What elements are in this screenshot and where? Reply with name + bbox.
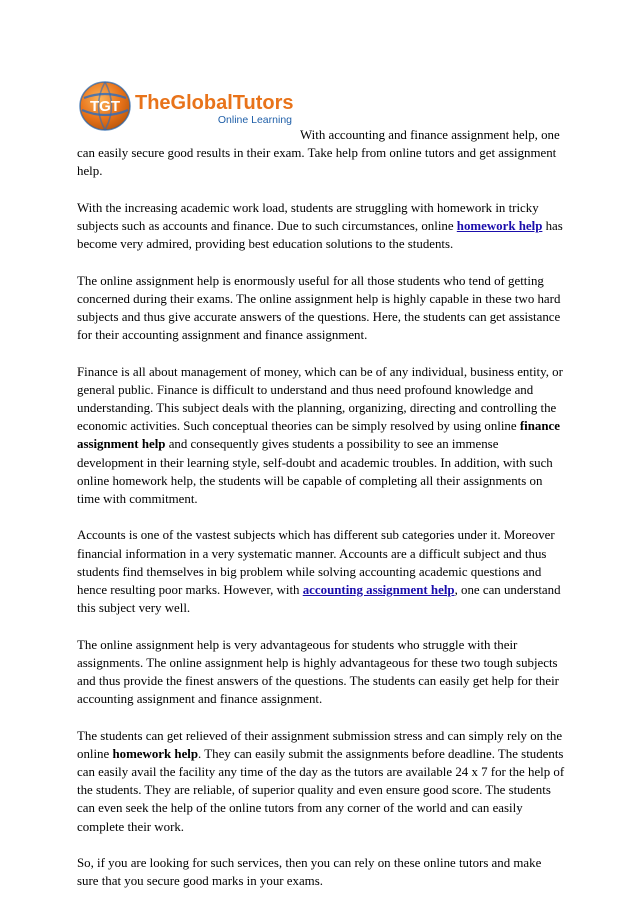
logo-mark: TGT <box>90 98 120 115</box>
paragraph-accounts <box>77 526 565 617</box>
paragraph-finance <box>77 363 565 509</box>
relief-text-before: The students can get relieved of their assignment submission stress and can simply rely on the online <box>77 728 563 761</box>
logo-tagline: Online Learning <box>217 114 292 126</box>
workload-text-after: has become very admired, providing best education solutions to the students. <box>77 219 563 252</box>
paragraph-closing: So, if you are looking for such services, then you can rely on these online tutors and make sure that you secure good marks in your exams. <box>77 856 542 889</box>
logo-brand: TheGlobalTutors <box>135 92 294 114</box>
homework-help-link[interactable]: homework help <box>456 219 543 233</box>
globe-icon <box>80 82 130 130</box>
paragraph-workload <box>77 199 565 254</box>
theglobaltutors-logo <box>78 80 298 132</box>
finance-text-before: Finance is all about management of money, which can be of any individual, business entity, or general public. Finance is difficult to understand and thus need profound knowledge and understanding. This subject deals with the planning, organizing, directing and controlling the economic activities. Such conceptual theories can be simply resolved by using online <box>77 364 563 434</box>
paragraph-relief <box>77 727 565 836</box>
accounts-text-before: Accounts is one of the vastest subjects which has different sub categories under it. Moreover financial information in a very systematic manner. Accounts are a difficult subject and thus students find themselves in big problem while solving accounting academic questions and hence resulting poor marks. However, with <box>77 528 555 598</box>
paragraph-exam-help: The online assignment help is enormously useful for all those students who tend of getting concerned during their exams. The online assignment help is highly capable in these two hard subjects and thus give accurate answers of the questions. Here, the students can get assistance for their accounting assignment and finance assignment. <box>77 273 561 343</box>
finance-text-after: and consequently gives students a possibility to see an immense development in their learning style, self-doubt and academic troubles. In addition, with such online homework help, the students will be capable of completing all their assignments on time with commitment. <box>77 437 553 507</box>
relief-text-after: . They can easily submit the assignments before deadline. The students can easily avail the facility any time of the day as the tutors are available 24 x 7 for the help of the students. They are reliable, of superior quality and even ensure good score. The students can even seek the help of the online tutors from any corner of the world and can easily complete their work. <box>77 746 565 834</box>
homework-help-bold: homework help <box>112 746 199 761</box>
intro-first-line: With accounting and finance assignment help, one <box>300 128 560 142</box>
finance-assignment-help-bold: finance assignment help <box>77 419 560 452</box>
accounts-text-after: , one can understand this subject very well. <box>77 583 561 616</box>
workload-text-before: With the increasing academic work load, students are struggling with homework in tricky subjects such as accounts and finance. Due to such circumstances, online <box>77 200 539 233</box>
paragraph-advantageous: The online assignment help is very advantageous for students who struggle with their assignments. The online assignment help is highly advantageous for these two tough subjects and thus provide the finest answers of the questions. The students can easily get help for their accounting assignment and finance assignment. <box>77 637 559 707</box>
intro-rest: can easily secure good results in their exam. Take help from online tutors and get assignment help. <box>77 146 557 179</box>
accounting-assignment-help-link[interactable]: accounting assignment help <box>302 583 455 598</box>
article-body <box>77 126 565 909</box>
paragraph-intro <box>77 126 565 181</box>
